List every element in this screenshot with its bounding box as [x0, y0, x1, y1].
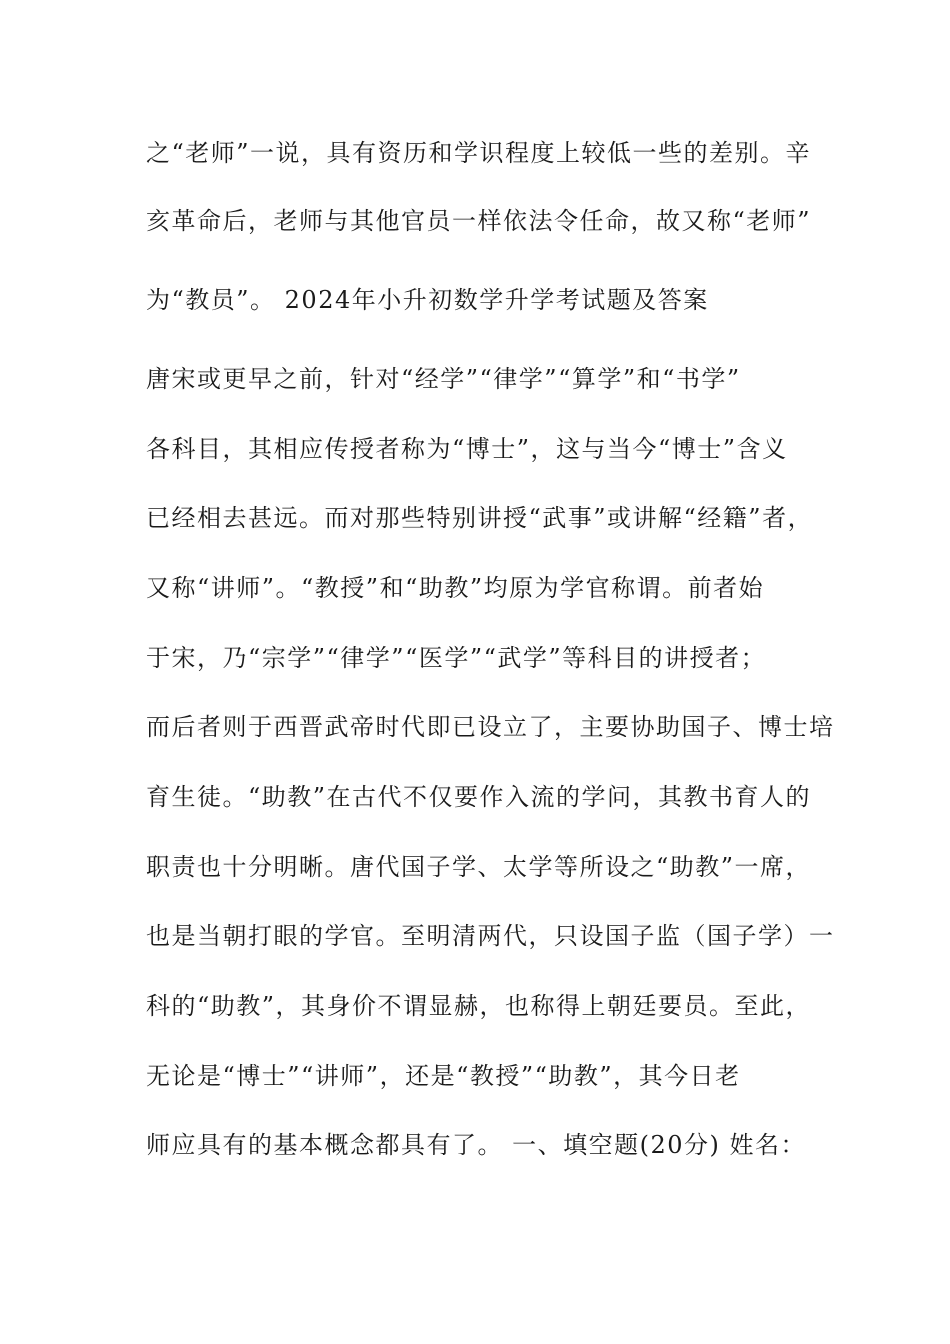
text-line: 科的“助教”，其身价不谓显赫，也称得上朝廷要员。至此， [146, 992, 812, 1020]
text-line: 而后者则于西晋武帝时代即已设立了，主要协助国子、博士培 [146, 713, 835, 741]
text-line: 无论是“博士”“讲师”，还是“教授”“助教”，其今日老 [146, 1062, 741, 1090]
text-line: 为“教员”。 2024年小升初数学升学考试题及答案 [146, 286, 709, 314]
text-line: 职责也十分明晰。唐代国子学、太学等所设之“助教”一席， [146, 853, 812, 881]
text-line: 各科目，其相应传授者称为“博士”，这与当今“博士”含义 [146, 435, 788, 463]
text-line: 唐宋或更早之前，针对“经学”“律学”“算学”和“书学” [146, 365, 741, 393]
text-line: 已经相去甚远。而对那些特别讲授“武事”或讲解“经籍”者， [146, 504, 814, 532]
text-line: 育生徒。“助教”在古代不仅要作入流的学问，其教书育人的 [146, 783, 812, 811]
text-line: 亥革命后，老师与其他官员一样依法令任命，故又称“老师” [146, 207, 812, 235]
text-line: 于宋，乃“宗学”“律学”“医学”“武学”等科目的讲授者； [146, 644, 767, 672]
text-line: 师应具有的基本概念都具有了。 一、填空题(20分) 姓名： [146, 1131, 807, 1159]
text-line: 之“老师”一说，具有资历和学识程度上较低一些的差别。辛 [146, 139, 812, 167]
text-line: 又称“讲师”。“教授”和“助教”均原为学官称谓。前者始 [146, 574, 765, 602]
text-line: 也是当朝打眼的学官。至明清两代，只设国子监（国子学）一 [146, 922, 835, 950]
